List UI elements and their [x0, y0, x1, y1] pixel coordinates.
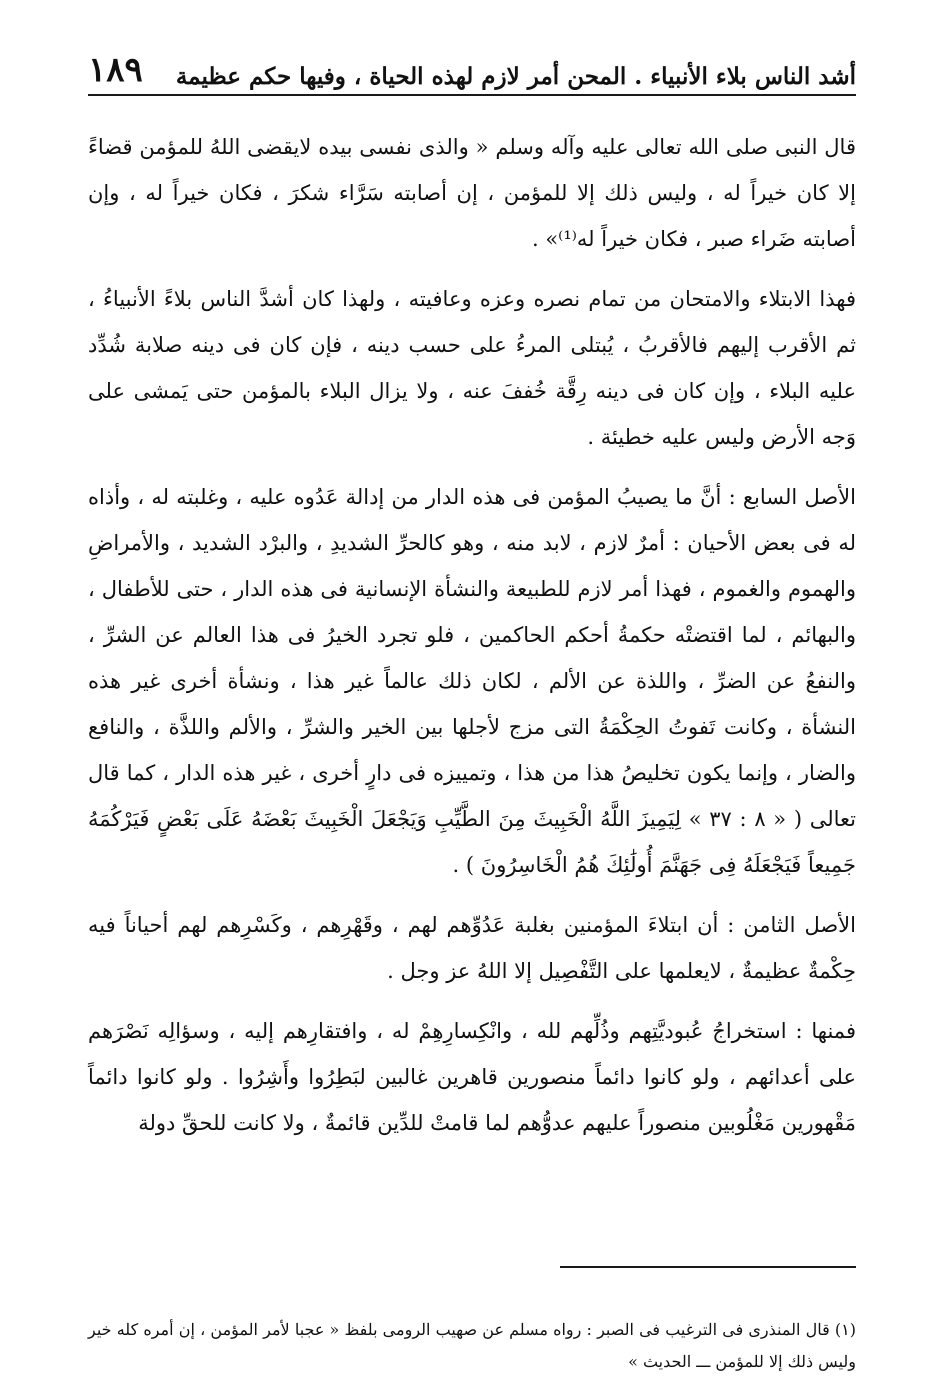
paragraph-eighth-principle: الأصل الثامن : أن ابتلاءَ المؤمنين بغلبة عَدُوِّهم لهم ، وقَهْرِهم ، وكَسْرِهم لهم أحياناً فيه حِكْمةٌ عظيمةٌ ، لايعلمها على التَّفْصِيل إلا اللهُ عز وجل .	[88, 913, 856, 983]
running-header	[88, 28, 856, 96]
paragraph-wisdoms: فمنها : استخراجُ عُبوديَّتِهم وذُلِّهم لله ، وانْكِسارِهِمْ له ، وافتقارِهم إليه ، وسؤالِه نَصْرَهم على أعدائهم ، ولو كانوا دائماً منصورين قاهرين غالبين لبَطِرُوا وأَشِرُوا . ولو كانوا دائماً مَقْهورين مَغْلُوبين منصوراً عليهم عدوُّهم لما قامتْ للدِّين قائمةٌ ، ولا كانت للحقِّ دولة	[88, 1019, 856, 1135]
paragraph-trial: فهذا الابتلاء والامتحان من تمام نصره وعزه وعافيته ، ولهذا كان أشدَّ الناس بلاءً الأنبياءُ ، ثم الأقرب إليهم فالأقربُ ، يُبتلى المرءُ على حسب دينه ، فإن كان فى دينه صلابة شُدِّد عليه البلاء ، وإن كان فى دينه رِقَّة خُففَ عنه ، ولا يزال البلاء بالمؤمن حتى يَمشى على وَجه الأرض وليس عليه خطيئة .	[88, 287, 856, 449]
footnote-divider	[560, 1266, 856, 1268]
running-title: أشد الناس بلاء الأنبياء . المحن أمر لازم لهذه الحياة ، وفيها حكم عظيمة	[175, 63, 856, 90]
body-text	[88, 124, 856, 1146]
footnote: (١) قال المنذرى فى الترغيب فى الصبر : رواه مسلم عن صهيب الرومى بلفظ « عجبا لأمر المؤمن ، إن أمره كله خير وليس ذلك إلا للمؤمن ـــ الحديث »	[88, 1320, 856, 1371]
paragraph-hadith: قال النبى صلى الله تعالى عليه وآله وسلم « والذى نفسى بيده لايقضى اللهُ للمؤمن قضاءً إلا كان خيراً له ، وليس ذلك إلا للمؤمن ، إن أصابته سَرَّاء شكرَ ، فكان خيراً له ، وإن أصابته ضَراء صبر ، فكان خيراً له⁽¹⁾» .	[88, 135, 856, 251]
page-number: ١٨٩	[88, 50, 143, 90]
paragraph-seventh-principle: الأصل السابع : أنَّ ما يصيبُ المؤمن فى هذه الدار من إدالة عَدُوه عليه ، وغلبته له ، وأذاه له فى بعض الأحيان : أمرٌ لازم ، لابد منه ، وهو كالحرِّ الشديدِ ، والبرْد الشديد ، والأمراضِ والهموم والغموم ، فهذا أمر لازم للطبيعة والنشأة الإنسانية فى هذه الدار ، حتى للأطفال ، والبهائم ، لما اقتضتْه حكمةُ أحكم الحاكمين ، فلو تجرد الخيرُ فى هذا العالم عن الشرِّ ، والنفعُ عن الضرِّ ، واللذة عن الألم ، لكان ذلك عالماً غير هذا ، ونشأة أخرى غير هذه النشأة ، وكانت تَفوتُ الحِكْمَةُ التى مزج لأجلها بين الخير والشرِّ ، والألم واللذَّة ، والنافع والضار ، وإنما يكون تخليصُ هذا من هذا ، وتمييزه فى دارٍ أخرى ، غير هذه الدار ، كما قال تعالى ( « ٨ : ٣٧ » لِيَمِيزَ اللَّهُ الْخَبِيثَ مِنَ الطَّيِّبِ وَيَجْعَلَ الْخَبِيثَ بَعْضَهُ عَلَى بَعْضٍ فَيَرْكُمَهُ جَمِيعاً فَيَجْعَلَهُ فِى جَهَنَّمَ أُولَٰئِكَ هُمُ الْخَاسِرُونَ ) .	[88, 485, 856, 877]
